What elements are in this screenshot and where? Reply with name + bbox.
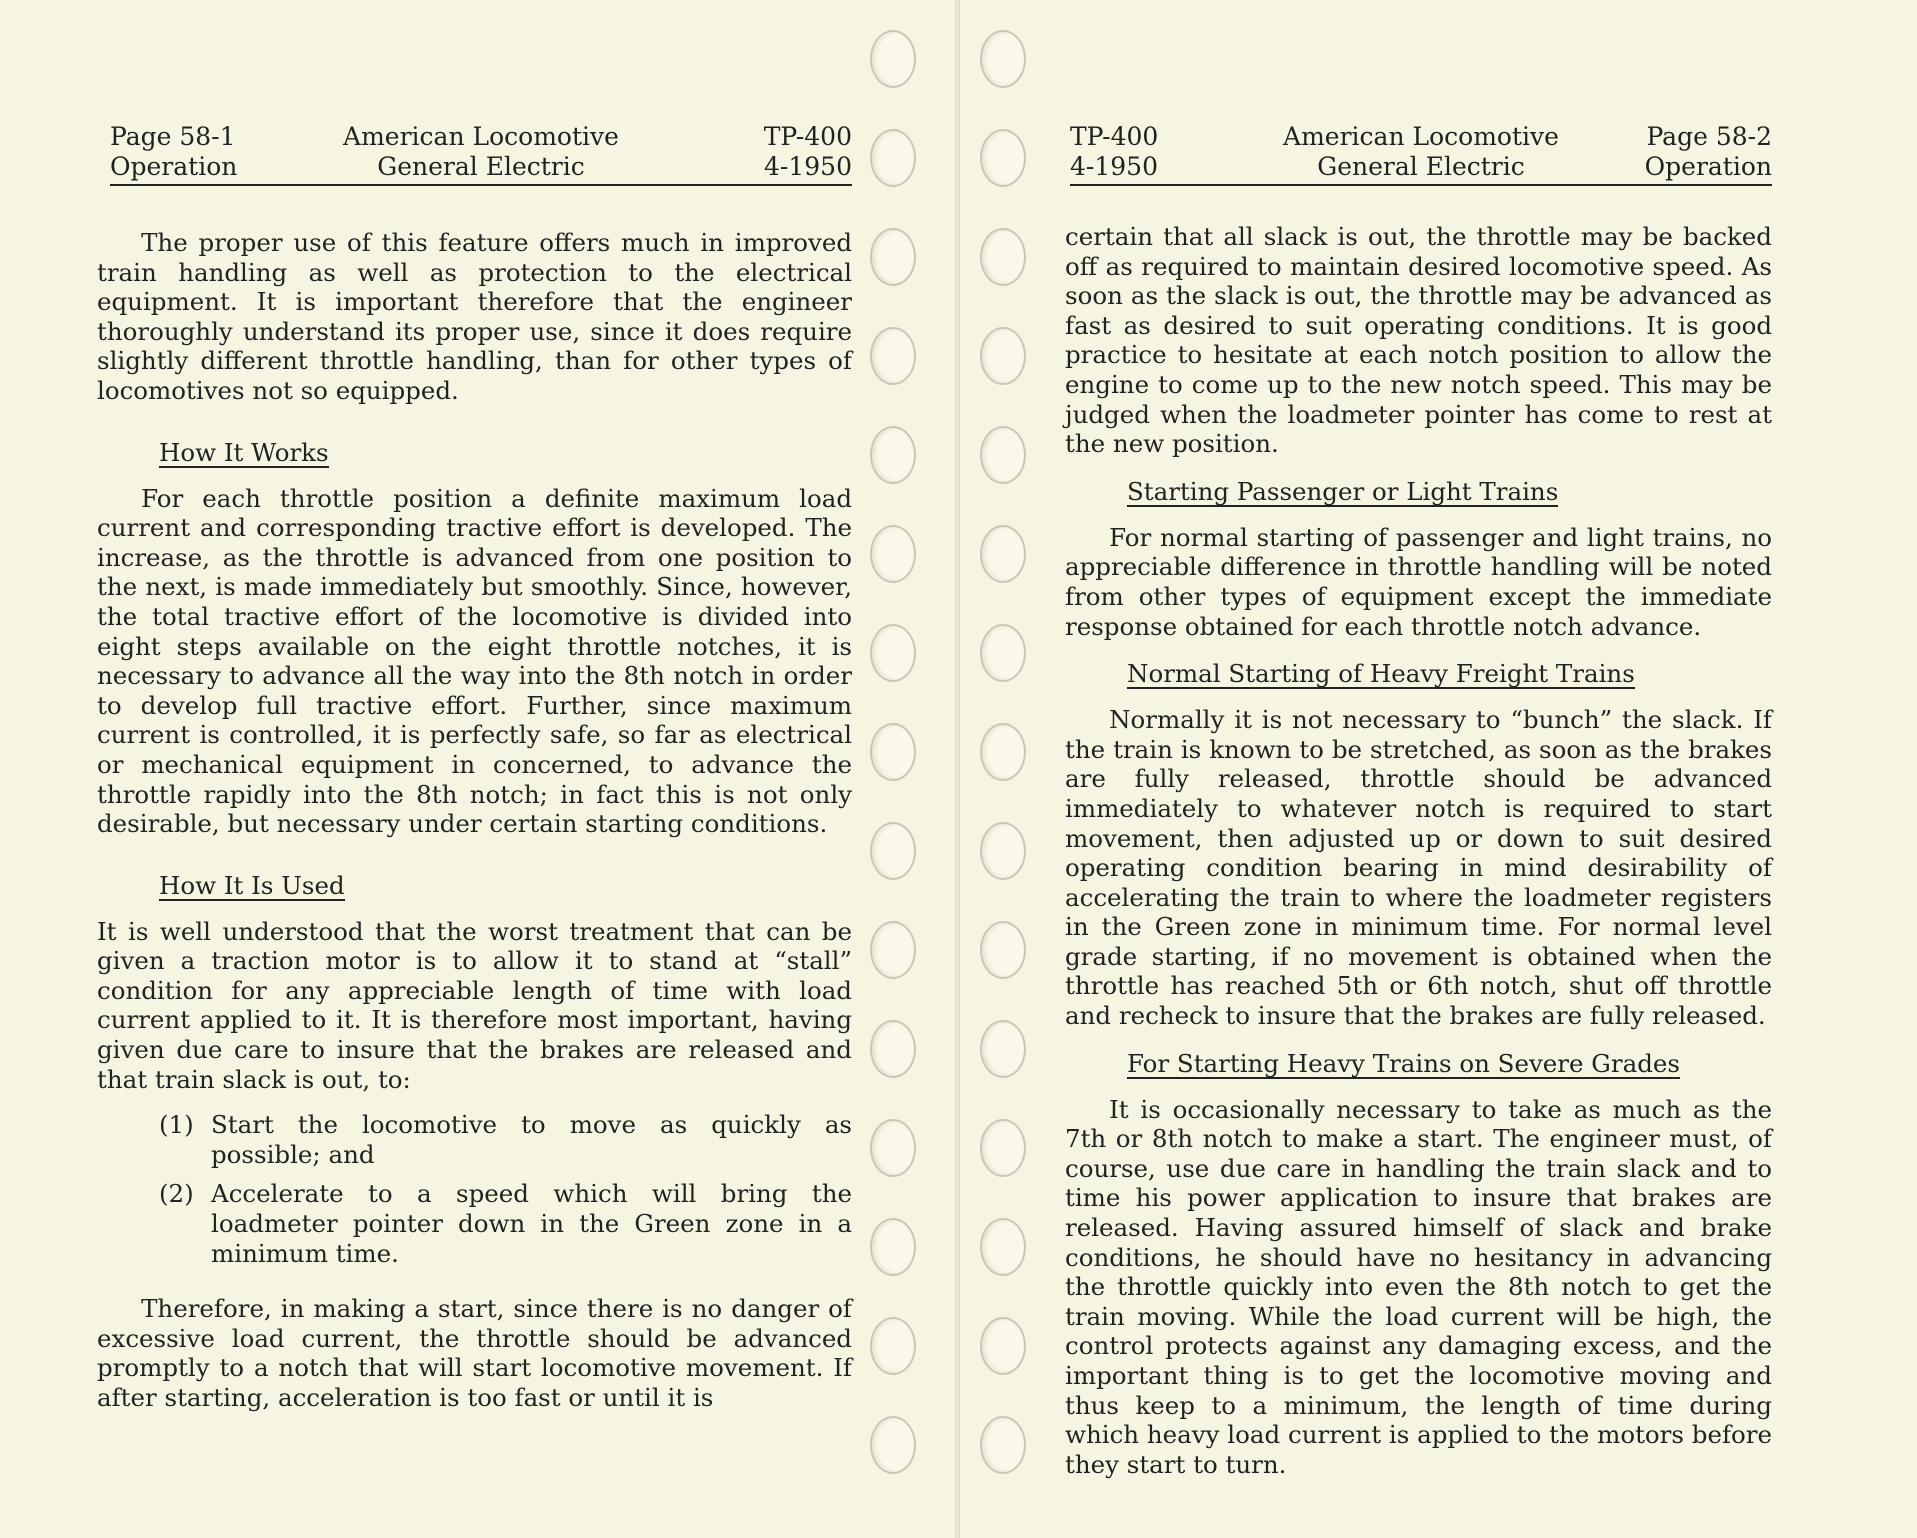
heading-starting-passenger: Starting Passenger or Light Trains [1127, 476, 1559, 506]
document-date: 4-1950 [1070, 152, 1158, 181]
binder-hole [980, 1218, 1026, 1276]
passenger-paragraph: For normal starting of passenger and light trains, no appreciable difference in throttle handling will be noted from other types of equipment except the immediate response obtained for each throttle notch advance. [1065, 522, 1772, 641]
left-page-body [97, 228, 852, 1413]
how-it-works-paragraph: For each throttle position a definite maximum load current and corresponding tractive effort is developed. The increase, as the throttle is advanced from one position to the next, is made immediately but smoothly. Since, however, the total tractive effort of the locomotive is divided into eight steps available on the eight throttle notches, it is necessary to advance all the way into the 8th notch in order to develop full tractive effort. Further, since maximum current is controlled, it is perfectly safe, so far as electrical or mechanical equipment in concerned, to advance the throttle rapidly into the 8th notch; in fact this is not only desirable, but necessary under certain starting conditions. [97, 483, 852, 839]
heading-how-it-works: How It Works [159, 437, 329, 467]
binder-hole [980, 327, 1026, 385]
binder-hole [870, 129, 916, 187]
binder-hole [870, 426, 916, 484]
grades-paragraph: It is occasionally necessary to take as much as the 7th or 8th notch to make a start. The engineer must, of course, use due care in handling the train slack and to time his power application to insure that brakes are released. Having assured himself of slack and brake conditions, he should have no hesitancy in advancing the throttle quickly into even the 8th notch to get the train moving. While the load current will be high, the control protects against any damaging excess, and the important thing is to get the locomotive moving and thus keep to a minimum, the length of time during which heavy load current is applied to the motors before they start to turn. [1065, 1094, 1772, 1479]
binder-hole [980, 624, 1026, 682]
binder-hole [980, 1317, 1026, 1375]
section-name: Operation [110, 152, 238, 181]
binder-hole [980, 822, 1026, 880]
binder-hole [870, 822, 916, 880]
page-number: Page 58-1 [110, 122, 236, 151]
intro-paragraph: The proper use of this feature offers much in improved train handling as well as protection to the electrical equipment. It is important therefore that the engineer thoroughly understand its proper use, since it does require slightly different throttle handling, than for other types of locomotives not so equipped. [97, 228, 852, 405]
list-item-number: (2) [159, 1179, 194, 1209]
left-page-header [110, 122, 852, 186]
list-item-text: Accelerate to a speed which will bring the loadmeter pointer down in the Green zone in a minimum time. [211, 1179, 852, 1268]
binder-hole [870, 1119, 916, 1177]
binder-hole [980, 1020, 1026, 1078]
binder-hole [980, 525, 1026, 583]
binder-hole [870, 723, 916, 781]
binder-hole [980, 723, 1026, 781]
binder-hole [870, 921, 916, 979]
binder-hole [870, 30, 916, 88]
heading-how-it-is-used: How It Is Used [159, 870, 345, 900]
binder-holes-left [870, 0, 930, 1538]
right-page [960, 0, 1917, 1538]
binder-holes-right [980, 0, 1040, 1538]
binder-hole [980, 129, 1026, 187]
document-date: 4-1950 [764, 152, 852, 181]
freight-paragraph: Normally it is not necessary to “bunch” the slack. If the train is known to be stretched, as soon as the brakes are fully released, throttle should be advanced immediately to whatever notch is required to start movement, then adjusted up or down to suit desired operating condition bearing in mind desirability of accelerating the train to where the loadmeter registers in the Green zone in minimum time. For normal level grade starting, if no movement is obtained when the throttle has reached 5th or 6th notch, shut off throttle and recheck to insure that the brakes are fully released. [1065, 705, 1772, 1031]
binder-hole [980, 30, 1026, 88]
binder-hole [980, 228, 1026, 286]
binder-hole [870, 1416, 916, 1474]
binder-hole [870, 624, 916, 682]
section-name: Operation [1644, 152, 1772, 181]
binder-hole [870, 525, 916, 583]
continued-paragraph: certain that all slack is out, the throttle may be backed off as required to maintain desired locomotive speed. As soon as the slack is out, the throttle may be advanced as fast as desired to suit operating conditions. It is good practice to hesitate at each notch position to allow the engine to come up to the new notch speed. This may be judged when the loadmeter pointer has come to rest at the new position. [1065, 222, 1772, 459]
heading-heavy-freight: Normal Starting of Heavy Freight Trains [1127, 659, 1635, 689]
binder-hole [980, 1416, 1026, 1474]
list-item-number: (1) [159, 1110, 194, 1140]
page-number: Page 58-2 [1646, 122, 1772, 151]
company-line-1: American Locomotive [343, 122, 619, 151]
binder-hole [980, 921, 1026, 979]
right-page-body [1065, 222, 1772, 1479]
binder-hole [980, 1119, 1026, 1177]
company-line-2: General Electric [1317, 152, 1525, 181]
document-number: TP-400 [1070, 122, 1159, 151]
list-item [159, 1179, 852, 1268]
right-page-header [1070, 122, 1772, 186]
binder-hole [870, 1020, 916, 1078]
binder-hole [870, 1317, 916, 1375]
heading-severe-grades: For Starting Heavy Trains on Severe Grades [1127, 1048, 1680, 1078]
how-it-is-used-paragraph: It is well understood that the worst treatment that can be given a traction motor is to allow it to stand at “stall” condition for any appreciable length of time with load current applied to it. It is therefore most important, having given due care to insure that the brakes are released and that train slack is out, to: [97, 916, 852, 1094]
list-item [159, 1110, 852, 1169]
binder-hole [870, 228, 916, 286]
company-line-1: American Locomotive [1283, 122, 1559, 151]
list-item-text: Start the locomotive to move as quickly as possible; and [211, 1110, 852, 1169]
binder-hole [870, 327, 916, 385]
therefore-paragraph: Therefore, in making a start, since there is no danger of excessive load current, the throttle should be advanced promptly to a notch that will start locomotive movement. If after starting, acceleration is too fast or until it is [97, 1294, 852, 1412]
company-line-2: General Electric [377, 152, 585, 181]
binder-hole [870, 1218, 916, 1276]
document-number: TP-400 [763, 122, 852, 151]
binder-hole [980, 426, 1026, 484]
left-page [0, 0, 957, 1538]
